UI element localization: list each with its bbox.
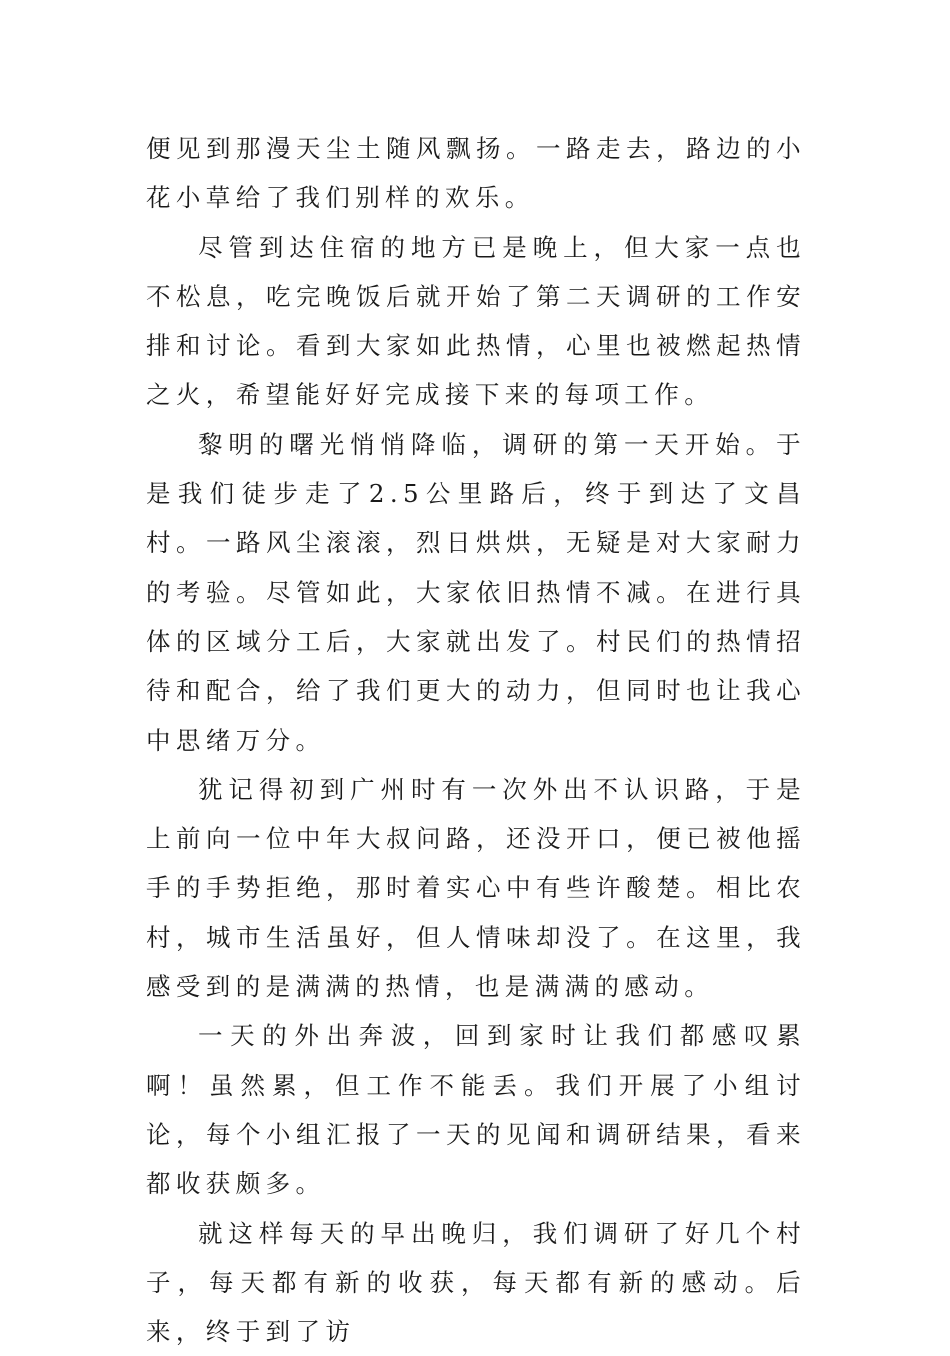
paragraph-3: 黎明的曙光悄悄降临，调研的第一天开始。于是我们徒步走了2.5公里路后，终于到达了文昌村。一路风尘滚滚，烈日烘烘，无疑是对大家耐力的考验。尽管如此，大家依旧热情不减。在进行具体的区域分工后，大家就出发了。村民们的热情招待和配合，给了我们更大的动力，但同时也让我心中思绪万分。 [146, 429, 806, 755]
paragraph-5: 一天的外出奔波，回到家时让我们都感叹累啊！虽然累，但工作不能丢。我们开展了小组讨论，每个小组汇报了一天的见闻和调研结果，看来都收获颇多。 [146, 1021, 806, 1199]
paragraph-4: 犹记得初到广州时有一次外出不认识路，于是上前向一位中年大叔问路，还没开口，便已被他摇手的手势拒绝，那时着实心中有些许酸楚。相比农村，城市生活虽好，但人情味却没了。在这里，我感受到的是满满的热情，也是满满的感动。 [146, 774, 806, 1002]
document-page [146, 124, 806, 1356]
paragraph-6: 就这样每天的早出晚归，我们调研了好几个村子，每天都有新的收获，每天都有新的感动。后来，终于到了访 [146, 1218, 806, 1347]
paragraph-1: 便见到那漫天尘土随风飘扬。一路走去，路边的小花小草给了我们别样的欢乐。 [146, 134, 806, 213]
paragraph-2: 尽管到达住宿的地方已是晚上，但大家一点也不松息，吃完晚饭后就开始了第二天调研的工作安排和讨论。看到大家如此热情，心里也被燃起热情之火，希望能好好完成接下来的每项工作。 [146, 232, 806, 410]
